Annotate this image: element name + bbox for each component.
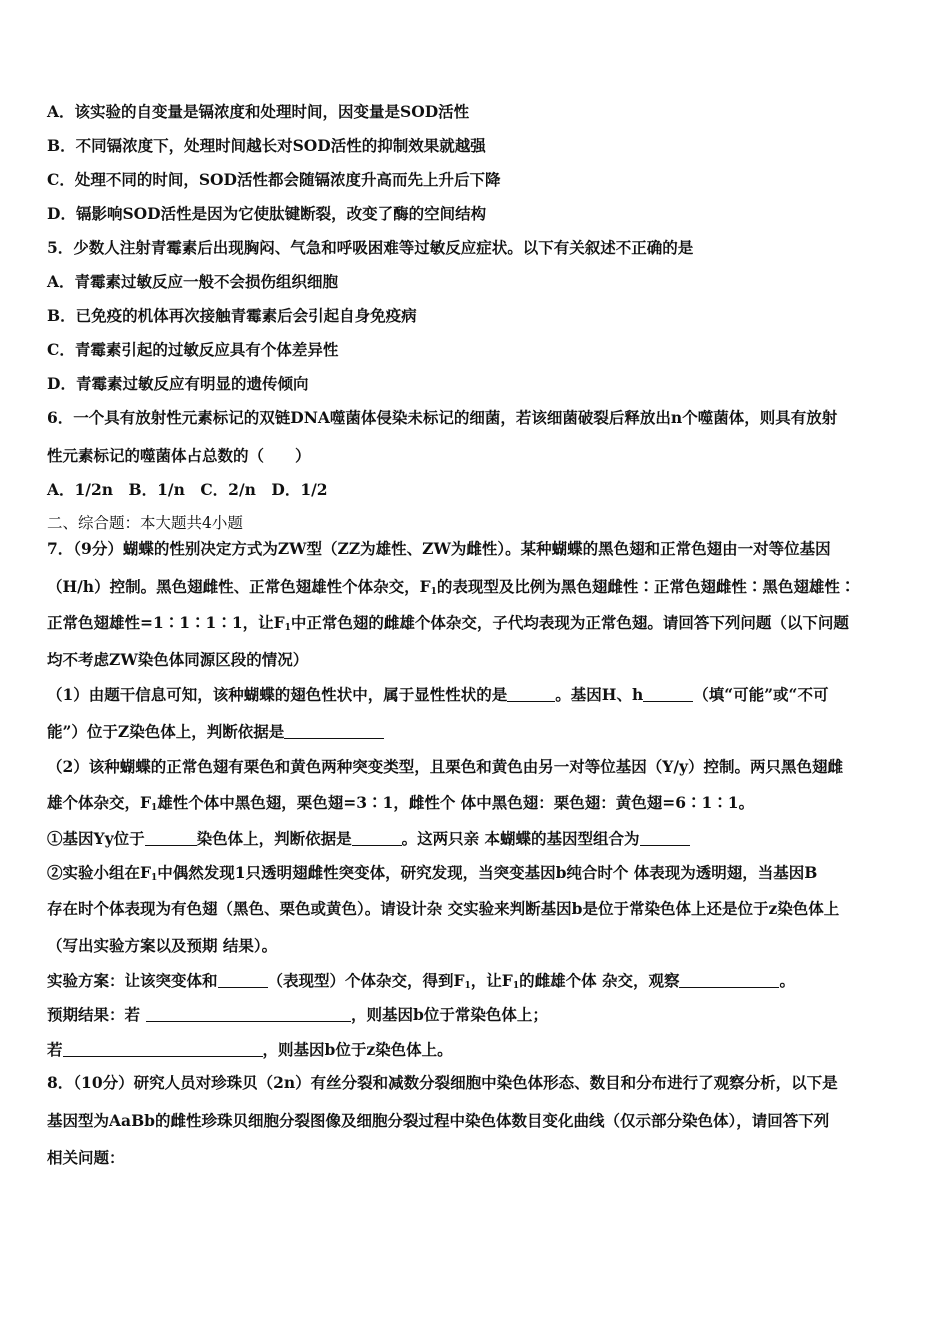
- q7-plan: [47, 971, 910, 996]
- subscript: 1: [284, 623, 291, 633]
- q4-option-b: B．不同镉浓度下，处理时间越长对SOD活性的抑制效果就越强: [47, 136, 486, 155]
- answer-blank-basis[interactable]: [284, 724, 384, 739]
- answer-blank-basis-2[interactable]: [352, 831, 402, 846]
- q7-line1: 7．（9分）蝴蝶的性别决定方式为ZW型（ZZ为雄性、ZW为雌性）。某种蝴蝶的黑色翅和正常色翅由一对等位基因: [47, 539, 831, 558]
- q7-item2-line3: （写出实验方案以及预期 结果）。: [47, 936, 278, 955]
- q7-item1: [47, 829, 910, 849]
- q7-part1-text-d: 能”）位于Z染色体上，判断依据是: [47, 722, 285, 741]
- q7-line4: 均不考虑ZW染色体同源区段的情况）: [47, 650, 309, 669]
- answer-blank-chromosome[interactable]: [145, 831, 197, 846]
- answer-blank-genotype[interactable]: [640, 831, 690, 846]
- subscript: 1: [464, 981, 471, 991]
- q7-line2-a: （H/h）控制。黑色翅雌性、正常色翅雄性个体杂交，F: [47, 577, 431, 596]
- plan-text-e: 。: [779, 971, 795, 990]
- answer-blank-phenotype[interactable]: [218, 973, 268, 988]
- plan-text-d: 的雌雄个体 杂交，观察: [519, 971, 680, 990]
- q7-part2-line2: [47, 793, 910, 818]
- q7-result2: [47, 1040, 910, 1060]
- subscript: 1: [151, 803, 158, 813]
- q5-stem: 5．少数人注射青霉素后出现胸闷、气急和呼吸困难等过敏反应症状。以下有关叙述不正确的是: [47, 238, 694, 257]
- answer-blank-result-autosome[interactable]: [146, 1007, 351, 1022]
- q8-line1: 8．（10分）研究人员对珍珠贝（2n）有丝分裂和减数分裂细胞中染色体形态、数目和分布进行了观察分析，以下是: [47, 1073, 838, 1092]
- q4-option-c: C．处理不同的时间，SOD活性都会随镉浓度升高而先上升后下降: [47, 170, 501, 189]
- plan-text-b: （表现型）个体杂交，得到F: [267, 971, 465, 990]
- subscript: 1: [151, 873, 158, 883]
- item1-text-a: ①基因Yy位于: [47, 829, 145, 848]
- q7-part1-line2: [47, 722, 910, 742]
- section-heading: 二、综合题：本大题共4小题: [47, 514, 243, 532]
- q5-option-a: A．青霉素过敏反应一般不会损伤组织细胞: [47, 272, 339, 291]
- q7-item2-line1: [47, 863, 910, 888]
- q7-part2-text-b: 雄性个体中黑色翅，栗色翅=3∶1，雌性个 体中黑色翅：栗色翅：黄色翅=6∶1∶1。: [157, 793, 755, 812]
- result1-text-a: 预期结果：若: [47, 1005, 141, 1024]
- result2-text-b: ，则基因b位于z染色体上。: [262, 1040, 453, 1059]
- q7-part1-text-c: （填“可能”或“不可: [693, 685, 829, 704]
- answer-blank-dominant-trait[interactable]: [507, 687, 555, 702]
- q4-option-d: D．镉影响SOD活性是因为它使肽键断裂，改变了酶的空间结构: [47, 204, 487, 223]
- q7-part1-text-b: 。基因H、h: [555, 685, 644, 704]
- q5-option-b: B．已免疫的机体再次接触青霉素后会引起自身免疫病: [47, 306, 417, 325]
- q7-part1-text-a: （1）由题干信息可知，该种蝴蝶的翅色性状中，属于显性性状的是: [47, 685, 508, 704]
- q7-line3-a: 正常色翅雄性=1∶1∶1∶1，让F: [47, 613, 285, 632]
- q5-option-d: D．青霉素过敏反应有明显的遗传倾向: [47, 374, 309, 393]
- plan-text-a: 实验方案：让该突变体和: [47, 971, 218, 990]
- subscript: 1: [430, 587, 437, 597]
- q7-part1-line1: [47, 685, 910, 705]
- q7-result1: [47, 1005, 910, 1025]
- item2-text-a: ②实验小组在F: [47, 863, 152, 882]
- subscript: 1: [512, 981, 520, 991]
- q6-stem-line2: 性元素标记的噬菌体占总数的（ ）: [47, 446, 311, 465]
- q7-part2-text-a: 雄个体杂交，F: [47, 793, 152, 812]
- answer-blank-observe[interactable]: [679, 973, 779, 988]
- q6-options: A．1/2n B．1/n C．2/n D．1/2: [47, 480, 328, 499]
- q6-stem-line1: 6．一个具有放射性元素标记的双链DNA噬菌体侵染未标记的细菌，若该细菌破裂后释放出n个噬菌体，则具有放射: [47, 408, 838, 427]
- item1-text-c: 。这两只亲 本蝴蝶的基因型组合为: [401, 829, 640, 848]
- q7-line3-b: 中正常色翅的雌雄个体杂交，子代均表现为正常色翅。请回答下列问题（以下问题: [290, 613, 849, 632]
- answer-blank-possible[interactable]: [643, 687, 693, 702]
- item1-text-b: 染色体上，判断依据是: [196, 829, 352, 848]
- answer-blank-result-z[interactable]: [63, 1042, 263, 1057]
- result1-text-b: ，则基因b位于常染色体上；: [351, 1005, 548, 1024]
- q7-item2-line2: 存在时个体表现为有色翅（黑色、栗色或黄色）。请设计杂 交实验来判断基因b是位于常染色体上还是位于z染色体上: [47, 899, 840, 918]
- q8-line2: 基因型为AaBb的雌性珍珠贝细胞分裂图像及细胞分裂过程中染色体数目变化曲线（仅示部分染色体），请回答下列: [47, 1111, 830, 1130]
- item2-text-b: 中偶然发现1只透明翅雌性突变体，研究发现，当突变基因b纯合时个 体表现为透明翅，当基因B: [157, 863, 818, 882]
- q7-line2: [47, 577, 910, 602]
- q7-part2-line1: （2）该种蝴蝶的正常色翅有栗色和黄色两种突变类型，且栗色和黄色由另一对等位基因（Y/y）控制。两只黑色翅雌: [47, 757, 844, 776]
- q7-line2-b: 的表现型及比例为黑色翅雌性∶正常色翅雌性∶黑色翅雄性∶: [436, 577, 856, 596]
- q7-line3: [47, 613, 910, 638]
- q4-option-a: A．该实验的自变量是镉浓度和处理时间，因变量是SOD活性: [47, 102, 470, 121]
- q8-line3: 相关问题：: [47, 1148, 125, 1167]
- q5-option-c: C．青霉素引起的过敏反应具有个体差异性: [47, 340, 339, 359]
- plan-text-c: ，让F: [470, 971, 513, 990]
- result2-text-a: 若: [47, 1040, 63, 1059]
